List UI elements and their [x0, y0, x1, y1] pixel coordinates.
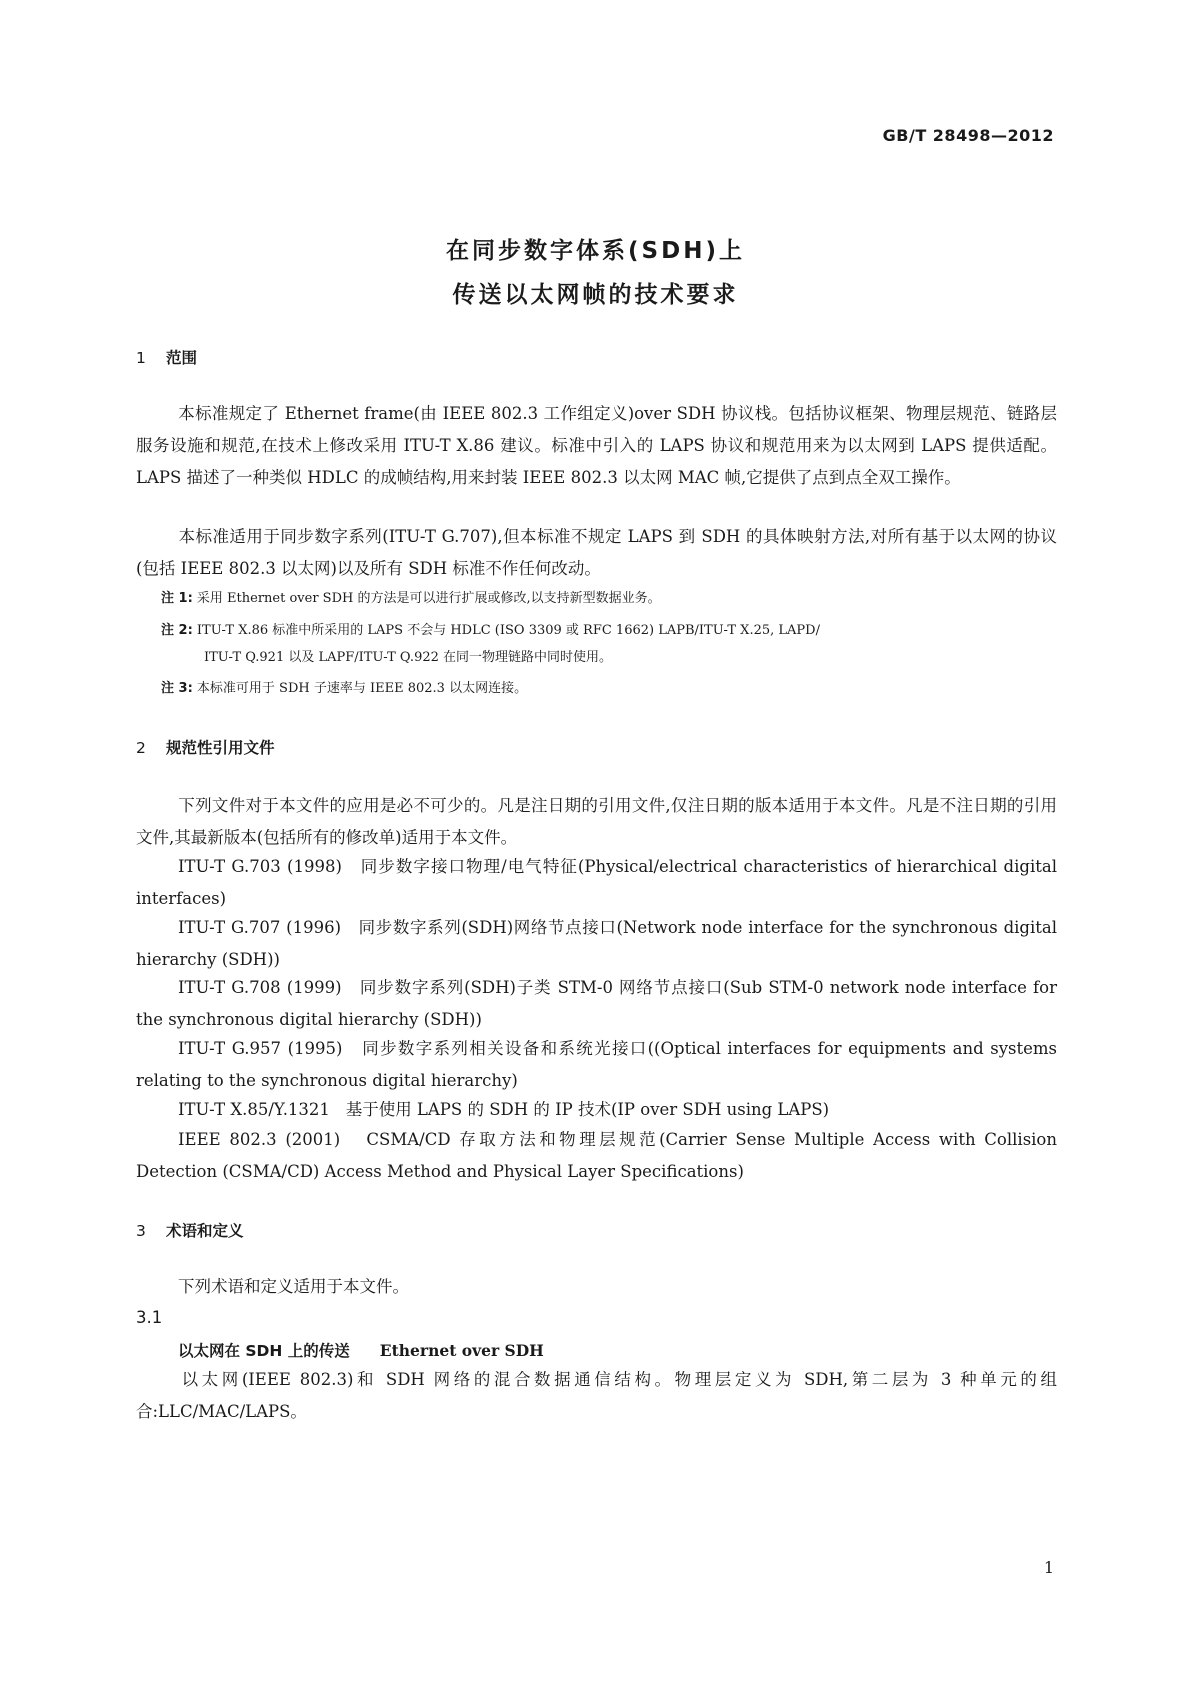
note-label: 注 3:: [161, 681, 193, 696]
section-title: 规范性引用文件: [166, 739, 275, 757]
reference-item: IEEE 802.3 (2001) CSMA/CD 存取方法和物理层规范(Carrier Sense Multiple Access with Collision Detection (CSMA/CD) Access Method and Physical Layer Specifications): [136, 1130, 1057, 1181]
section-title: 范围: [166, 349, 198, 367]
term-chinese: 以太网在 SDH 上的传送: [178, 1342, 350, 1360]
section-1-paragraph-2: 本标准适用于同步数字系列(ITU-T G.707),但本标准不规定 LAPS 到 SDH 的具体映射方法,对所有基于以太网的协议(包括 IEEE 802.3 以太网)以及所有 SDH 标准不作任何改动。: [136, 527, 1057, 578]
section-number: 2: [136, 739, 146, 757]
document-title-line2: 传送以太网帧的技术要求: [452, 282, 739, 308]
standard-number: GB/T 28498—2012: [882, 126, 1054, 145]
subsection-number: 3.1: [136, 1308, 163, 1327]
section-2-intro: 下列文件对于本文件的应用是必不可少的。凡是注日期的引用文件,仅注日期的版本适用于本文件。凡是不注日期的引用文件,其最新版本(包括所有的修改单)适用于本文件。: [136, 796, 1057, 847]
note-1: 注 1: 采用 Ethernet over SDH 的方法是可以进行扩展或修改,以支持新型数据业务。: [161, 591, 661, 606]
note-3: 注 3: 本标准可用于 SDH 子速率与 IEEE 802.3 以太网连接。: [161, 681, 528, 696]
reference-item: ITU-T G.708 (1999) 同步数字系列(SDH)子类 STM-0 网络节点接口(Sub STM-0 network node interface for the synchronous digital hierarchy (SDH)): [136, 978, 1057, 1029]
term-definition: 以太网(IEEE 802.3)和 SDH 网络的混合数据通信结构。物理层定义为 SDH,第二层为 3 种单元的组合:LLC/MAC/LAPS。: [136, 1370, 1057, 1421]
term-english: Ethernet over SDH: [379, 1341, 544, 1360]
page-number: 1: [1043, 1558, 1054, 1577]
reference-item: ITU-T G.957 (1995) 同步数字系列相关设备和系统光接口((Optical interfaces for equipments and systems relating to the synchronous digital hierarchy): [136, 1039, 1057, 1090]
reference-item: ITU-T G.707 (1996) 同步数字系列(SDH)网络节点接口(Network node interface for the synchronous digital hierarchy (SDH)): [136, 918, 1057, 969]
section-3-heading: [136, 1219, 244, 1241]
document-title-line1: 在同步数字体系(SDH)上: [446, 238, 745, 264]
section-number: 3: [136, 1222, 146, 1240]
note-2: 注 2: ITU-T X.86 标准中所采用的 LAPS 不会与 HDLC (ISO 3309 或 RFC 1662) LAPB/ITU-T X.25, LAPD/: [161, 623, 820, 638]
section-number: 1: [136, 349, 146, 367]
section-title: 术语和定义: [166, 1222, 244, 1240]
note-label: 注 2:: [161, 623, 193, 638]
reference-item: ITU-T G.703 (1998) 同步数字接口物理/电气特征(Physical/electrical characteristics of hierarchical digital interfaces): [136, 857, 1057, 908]
section-3-intro: 下列术语和定义适用于本文件。: [178, 1277, 409, 1296]
term-heading: [178, 1339, 544, 1361]
note-2-continued: ITU-T Q.921 以及 LAPF/ITU-T Q.922 在同一物理链路中同时使用。: [204, 650, 613, 665]
section-1-heading: [136, 346, 197, 368]
note-label: 注 1:: [161, 591, 193, 606]
section-1-paragraph-1: 本标准规定了 Ethernet frame(由 IEEE 802.3 工作组定义)over SDH 协议栈。包括协议框架、物理层规范、链路层服务设施和规范,在技术上修改采用 ITU-T X.86 建议。标准中引入的 LAPS 协议和规范用来为以太网到 LAPS 提供适配。LAPS 描述了一种类似 HDLC 的成帧结构,用来封装 IEEE 802.3 以太网 MAC 帧,它提供了点到点全双工操作。: [136, 404, 1057, 487]
reference-item: ITU-T X.85/Y.1321 基于使用 LAPS 的 SDH 的 IP 技术(IP over SDH using LAPS): [178, 1100, 830, 1119]
section-2-heading: [136, 736, 275, 758]
